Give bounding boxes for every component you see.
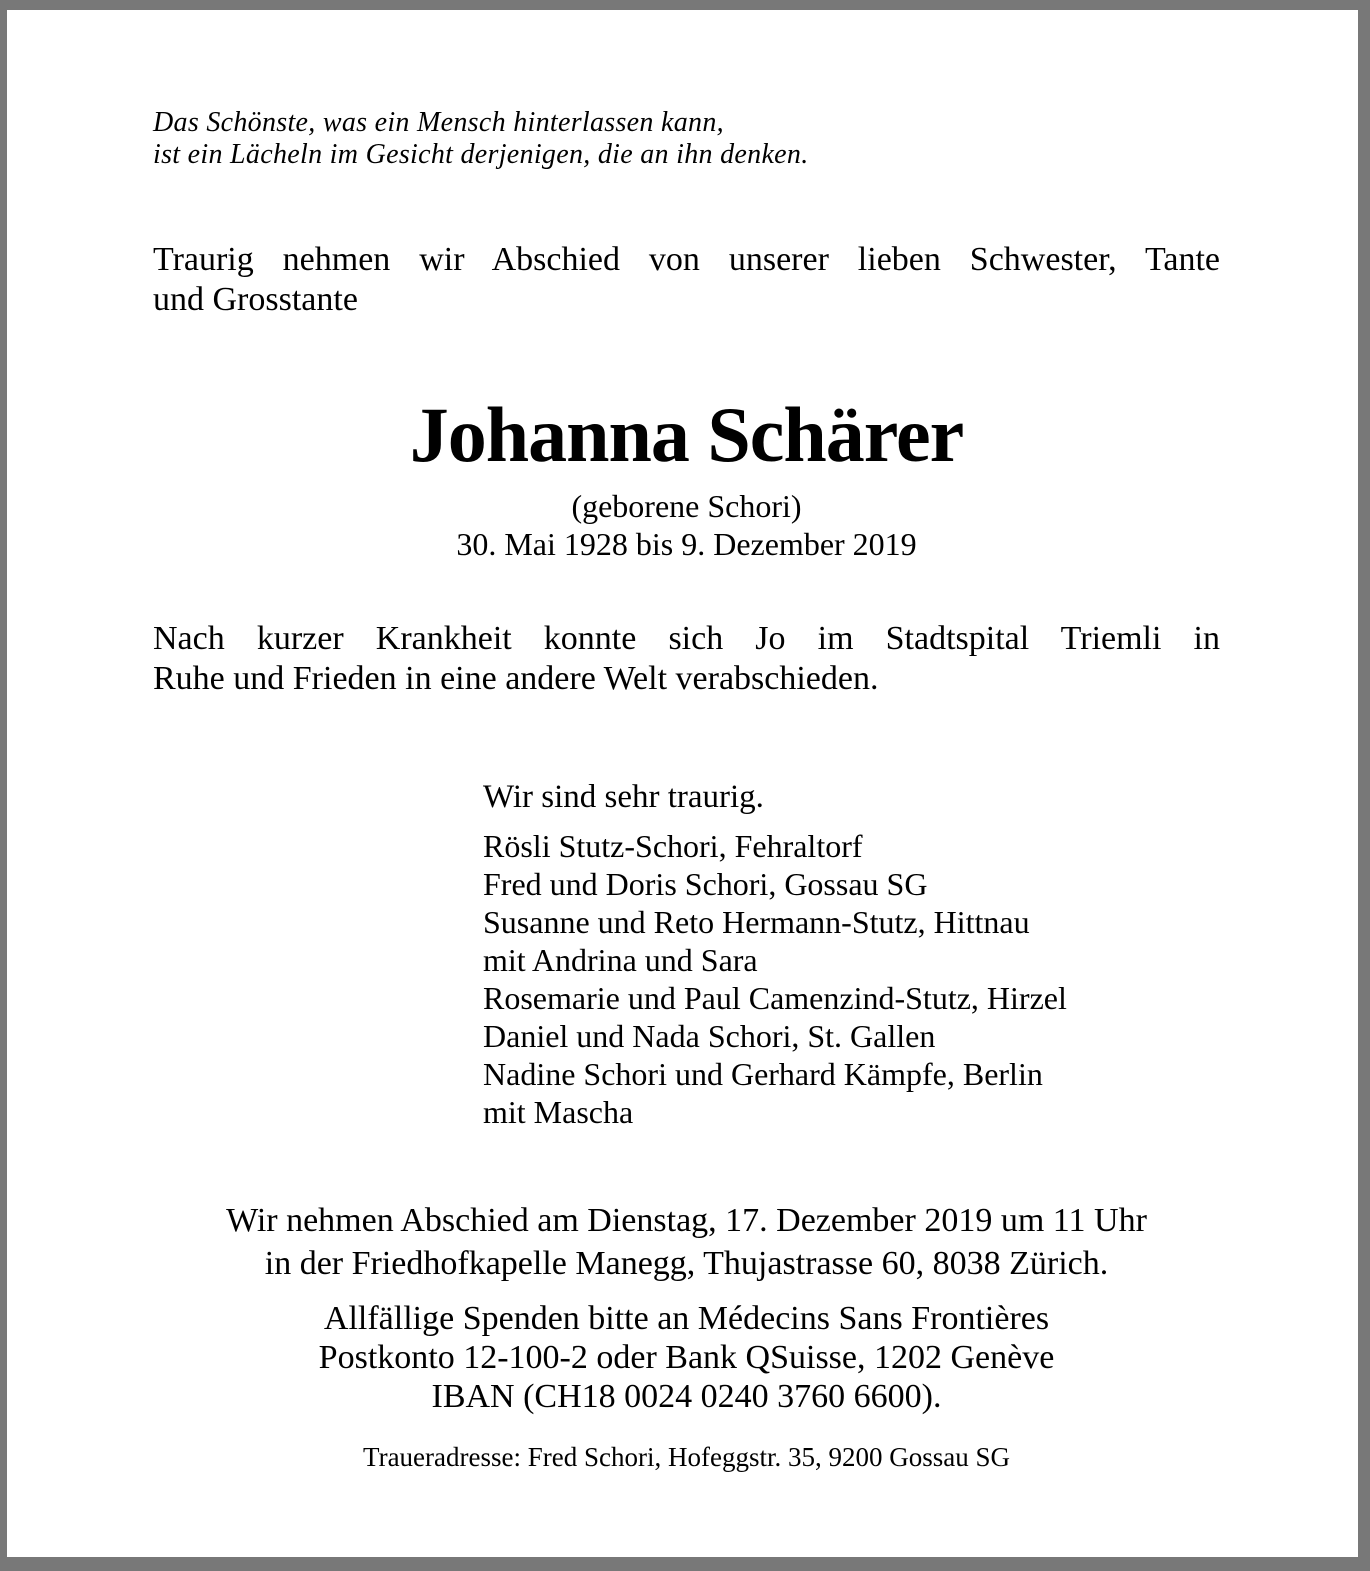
epigraph-line-1: Das Schönste, was ein Mensch hinterlassen kann, [153,107,724,138]
mourner-line: Nadine Schori und Gerhard Kämpfe, Berlin [483,1056,1043,1092]
mourner-line: Daniel und Nada Schori, St. Gallen [483,1018,936,1054]
maiden-name: (geborene Schori) [571,488,802,524]
obituary-page [7,10,1358,1557]
donation-line-3: IBAN (CH18 0024 0240 3760 6600). [431,1378,942,1415]
epigraph-line-2: ist ein Lächeln im Gesicht derjenigen, die an ihn denken. [153,139,809,170]
intro-paragraph [153,240,1220,320]
mourning-address: Traueradresse: Fred Schori, Hofeggstr. 35, 9200 Gossau SG [363,1442,1010,1472]
life-dates: 30. Mai 1928 bis 9. Dezember 2019 [456,526,917,562]
intro-line-2: und Grosstante [153,281,358,318]
message-line-1: Nach kurzer Krankheit konnte sich Jo im Stadtspital Triemli in [153,620,1220,657]
mourner-names-list [483,827,1220,1131]
donation-info [153,1299,1220,1416]
mourner-line: mit Mascha [483,1094,634,1130]
donation-line-2: Postkonto 12-100-2 oder Bank QSuisse, 1202 Genève [318,1339,1055,1376]
mourner-line: Fred und Doris Schori, Gossau SG [483,866,928,902]
deceased-name: Johanna Schärer [409,391,964,478]
mourner-line: Rösli Stutz-Schori, Fehraltorf [483,828,863,864]
intro-line-1: Traurig nehmen wir Abschied von unserer lieben Schwester, Tante [153,241,1220,278]
mourners-lead: Wir sind sehr traurig. [483,779,764,815]
mourners-block [483,777,1220,1131]
mourner-line: Susanne und Reto Hermann-Stutz, Hittnau [483,904,1030,940]
epigraph [153,107,1220,171]
obituary-message [153,619,1220,699]
deceased-subtitle [153,487,1220,563]
ceremony-line-2: in der Friedhofkapelle Manegg, Thujastrasse 60, 8038 Zürich. [264,1245,1109,1282]
obituary-content [7,107,1358,1473]
ceremony-line-1: Wir nehmen Abschied am Dienstag, 17. Dezember 2019 um 11 Uhr [226,1202,1147,1239]
mourner-line: Rosemarie und Paul Camenzind-Stutz, Hirzel [483,980,1067,1016]
donation-line-1: Allfällige Spenden bitte an Médecins Sans Frontières [323,1300,1050,1337]
mourner-line: mit Andrina und Sara [483,942,758,978]
ceremony-info [153,1199,1220,1285]
message-line-2: Ruhe und Frieden in eine andere Welt verabschieden. [153,660,879,697]
